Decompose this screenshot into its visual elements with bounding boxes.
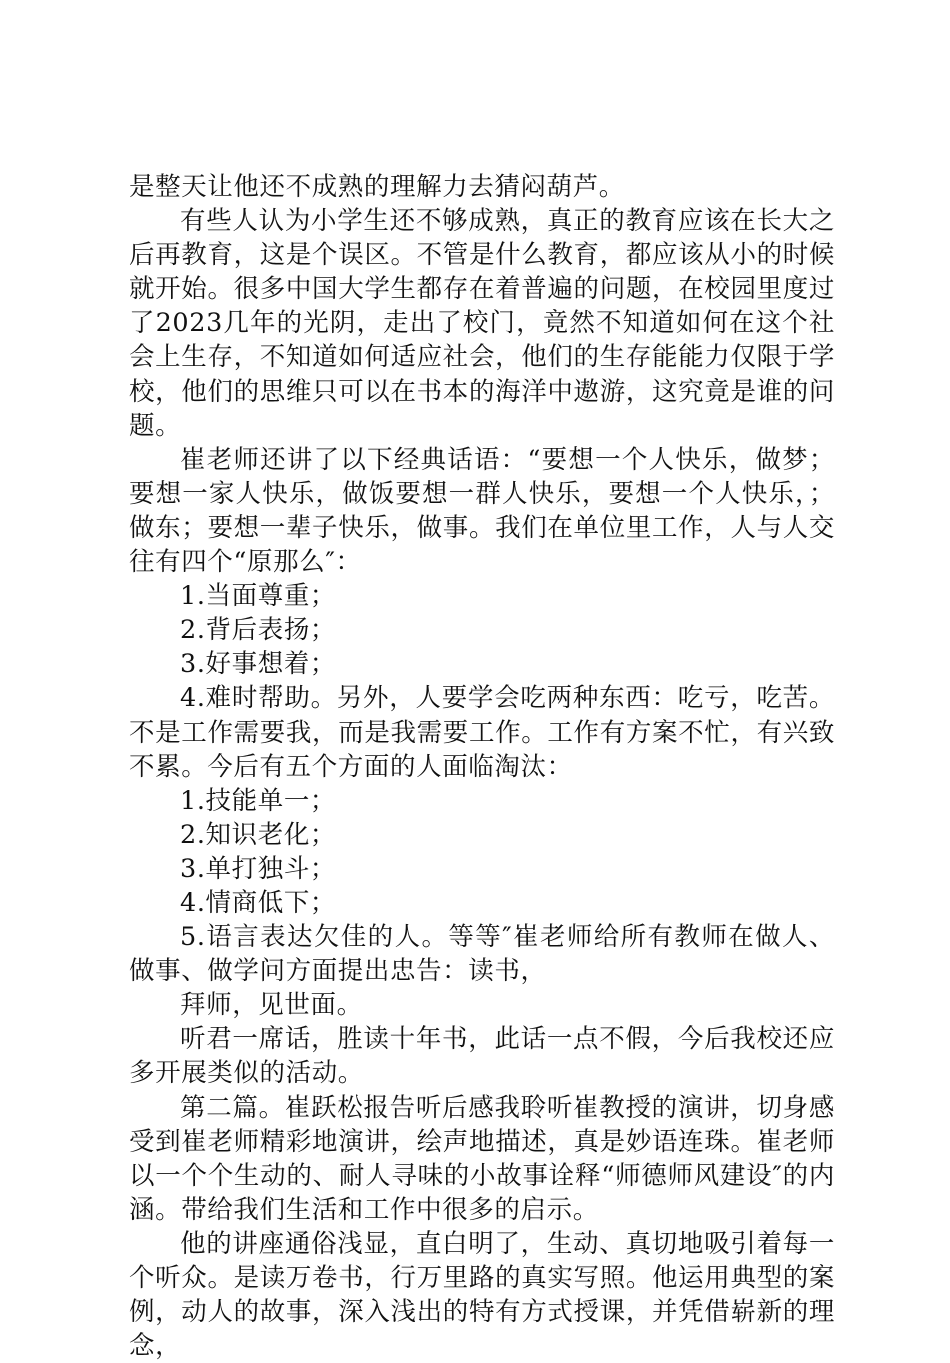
document-body	[129, 170, 835, 1363]
list-item-5: 1.技能单一；	[180, 785, 337, 816]
list-item-1: 1.当面尊重；	[180, 581, 337, 612]
list-item-2: 2.背后表扬；	[180, 615, 337, 646]
list-item-4: 4.难时帮助。另外，人要学会吃两种东西：吃亏，吃苦。不是工作需要我，而是我需要工作。工作有方案不忙，有兴致不累。今后有五个方面的人面临淘汰：	[129, 683, 835, 782]
paragraph-second-article: 第二篇。崔跃松报告听后感我聆听崔教授的演讲，切身感受到崔老师精彩地演讲，绘声地描述，真是妙语连珠。崔老师以一个个生动的、耐人寻味的小故事诠释“师德师风建设″的内涵。带给我们生活和工作中很多的启示。	[129, 1092, 835, 1225]
paragraph-continuation: 拜师，见世面。	[180, 990, 363, 1021]
list-item-9: 5.语言表达欠佳的人。等等″崔老师给所有教师在做人、做事、做学问方面提出忠告：读书，	[129, 922, 835, 987]
list-item-3: 3.好事想着；	[180, 649, 337, 680]
paragraph-2: 崔老师还讲了以下经典话语：“要想一个人快乐，做梦；要想一家人快乐，做饭要想一群人快乐，要想一个人快乐，；做东；要想一辈子快乐，做事。我们在单位里工作，人与人交往有四个“原那么″：	[129, 444, 835, 578]
paragraph-1: 有些人认为小学生还不够成熟，真正的教育应该在长大之后再教育，这是个误区。不管是什么教育，都应该从小的时候就开始。很多中国大学生都存在着普遍的问题，在校园里度过了2023几年的光阴，走出了校门，竟然不知道如何在这个社会上生存，不知道如何适应社会，他们的生存能能力仅限于学校，他们的思维只可以在书本的海洋中遨游，这究竟是谁的问题。	[129, 206, 835, 441]
paragraph-final: 他的讲座通俗浅显，直白明了，生动、真切地吸引着每一个听众。是读万卷书，行万里路的真实写照。他运用典型的案例，动人的故事，深入浅出的特有方式授课，并凭借崭新的理念，	[129, 1228, 835, 1362]
list-item-6: 2.知识老化；	[180, 819, 337, 850]
list-item-8: 4.情商低下；	[180, 887, 337, 918]
paragraph-conclusion: 听君一席话，胜读十年书，此话一点不假，今后我校还应多开展类似的活动。	[129, 1024, 835, 1089]
list-item-7: 3.单打独斗；	[180, 853, 337, 884]
paragraph-0: 是整天让他还不成熟的理解力去猜闷葫芦。	[129, 172, 625, 202]
